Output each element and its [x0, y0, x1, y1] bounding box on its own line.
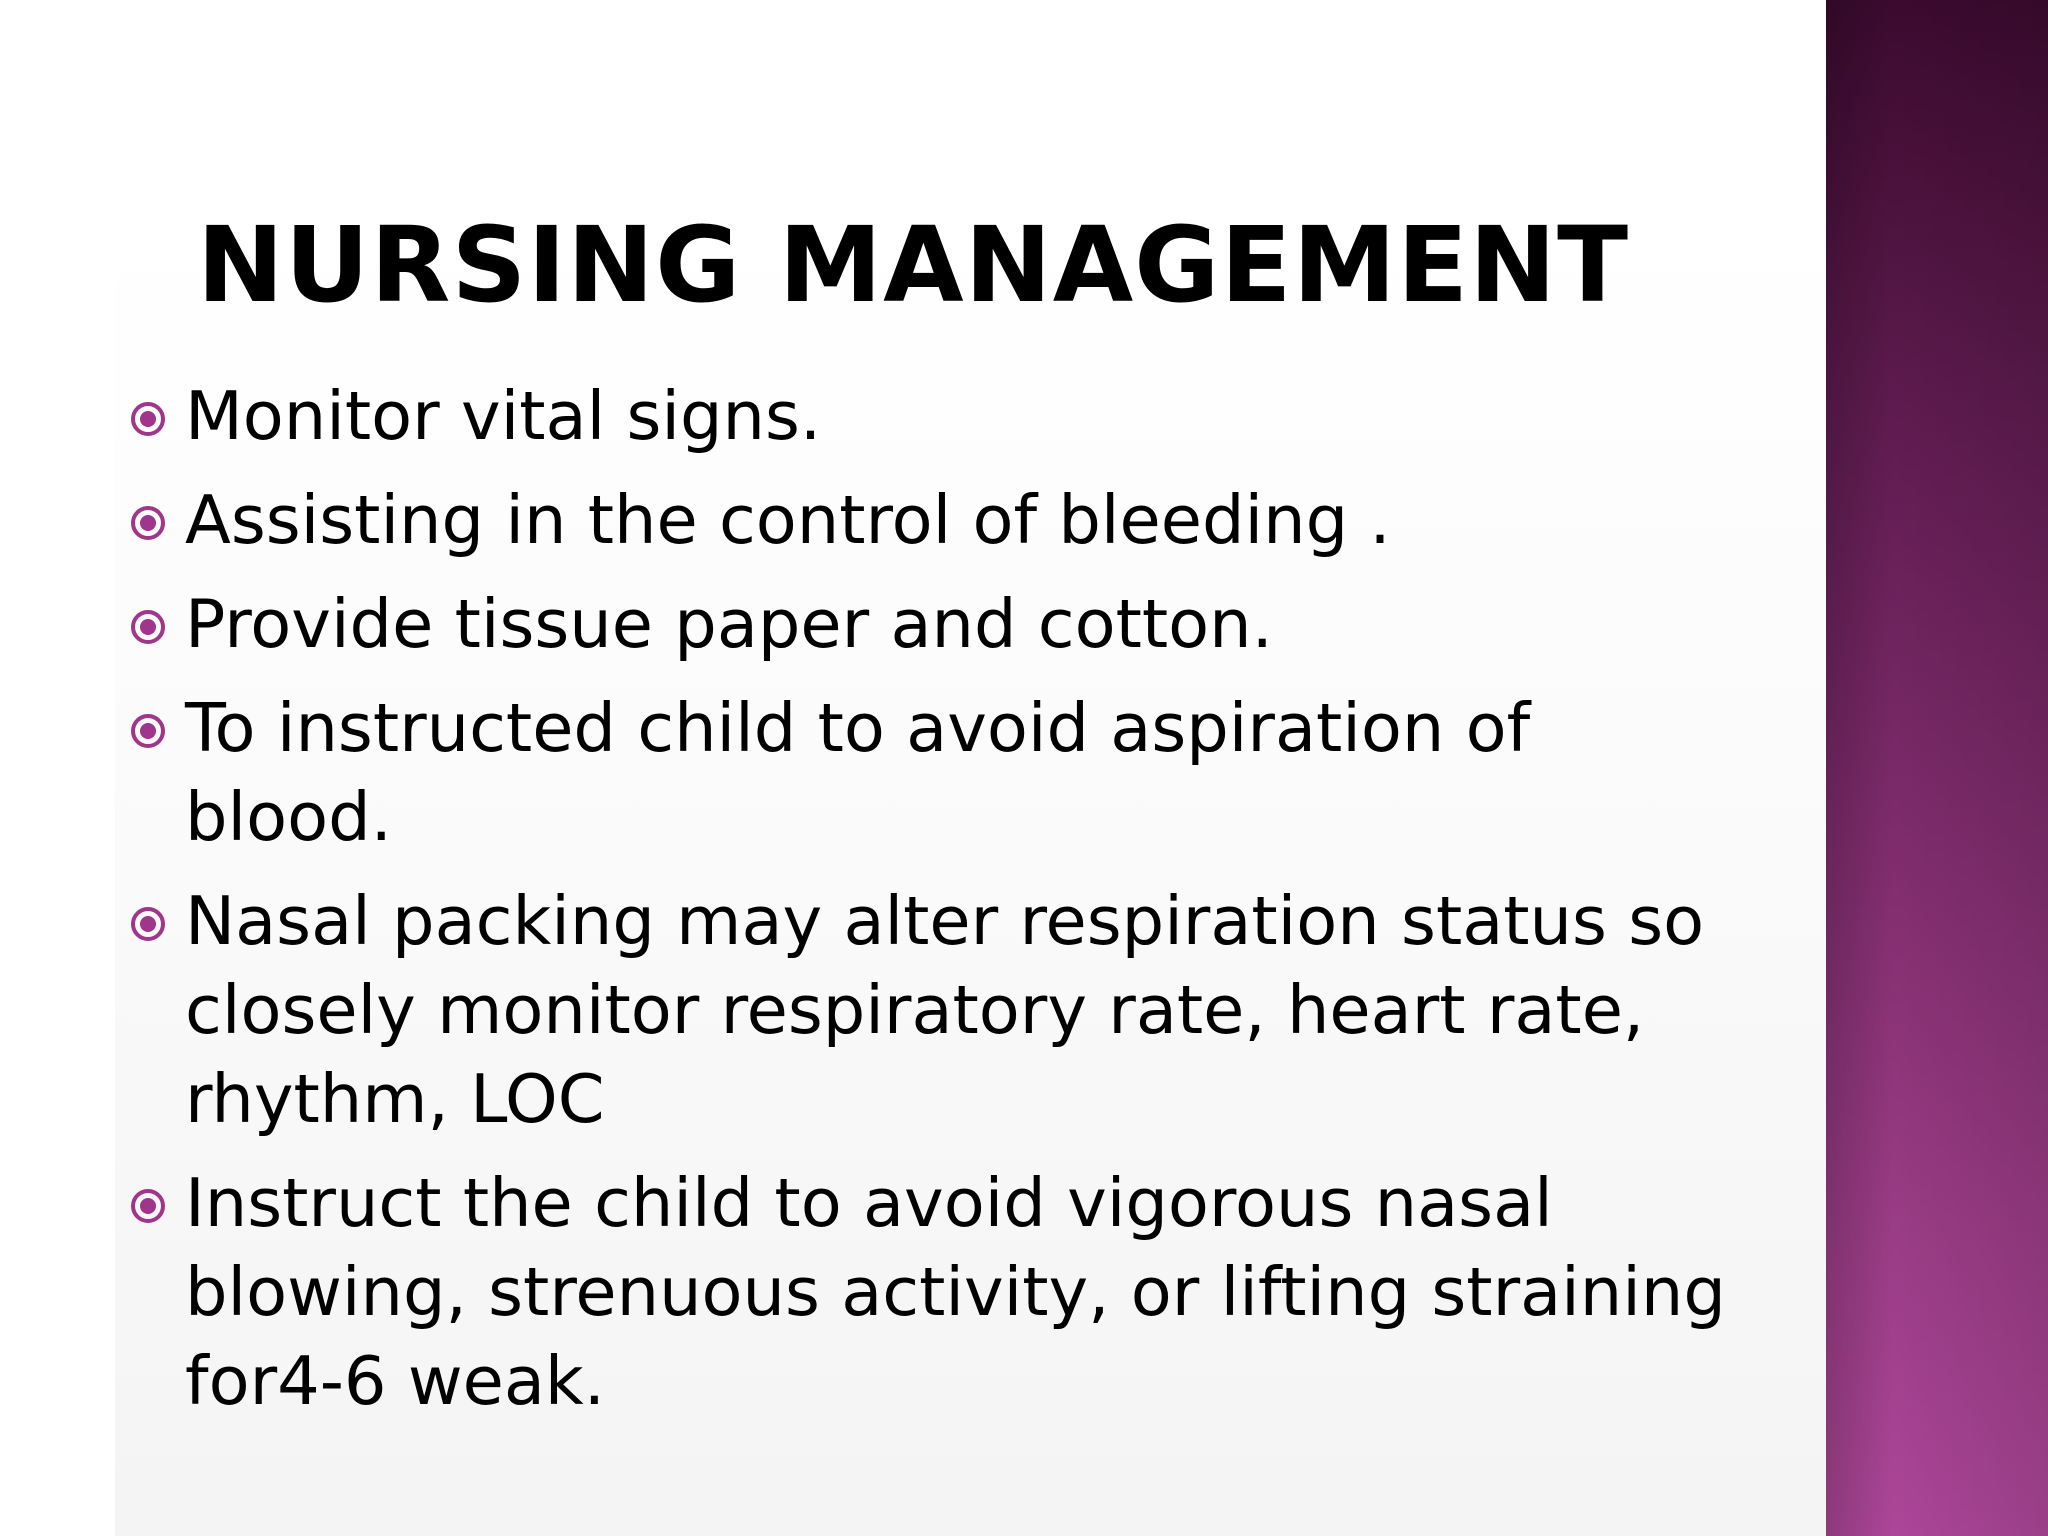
slide-title: NURSING MANAGEMENT [196, 204, 1630, 326]
bullet-list [128, 372, 1728, 1441]
bullet-text: Provide tissue paper and cotton. [185, 585, 1273, 663]
target-bullet-icon [128, 711, 168, 751]
target-bullet-icon [128, 1186, 168, 1226]
bullet-text: Nasal packing may alter respiration status so closely monitor respiratory rate, heart rate, rhythm, LOC [185, 882, 1705, 1138]
bullet-item [128, 877, 1728, 1144]
bullet-item [128, 476, 1728, 565]
target-bullet-icon [128, 904, 168, 944]
side-band-shade [1826, 0, 2048, 1536]
target-bullet-icon [128, 399, 168, 439]
bullet-text: To instructed child to avoid aspiration of blood. [185, 689, 1531, 856]
target-bullet-icon [128, 607, 168, 647]
bullet-text: Assisting in the control of bleeding . [185, 481, 1391, 559]
bullet-item [128, 1159, 1728, 1426]
target-bullet-icon [128, 503, 168, 543]
bullet-item [128, 684, 1728, 862]
bullet-item [128, 372, 1728, 461]
bullet-text: Instruct the child to avoid vigorous nasal blowing, strenuous activity, or lifting straining for4-6 weak. [185, 1164, 1726, 1420]
decorative-side-band [1826, 0, 2048, 1536]
bullet-item [128, 580, 1728, 669]
bullet-text: Monitor vital signs. [185, 377, 822, 455]
